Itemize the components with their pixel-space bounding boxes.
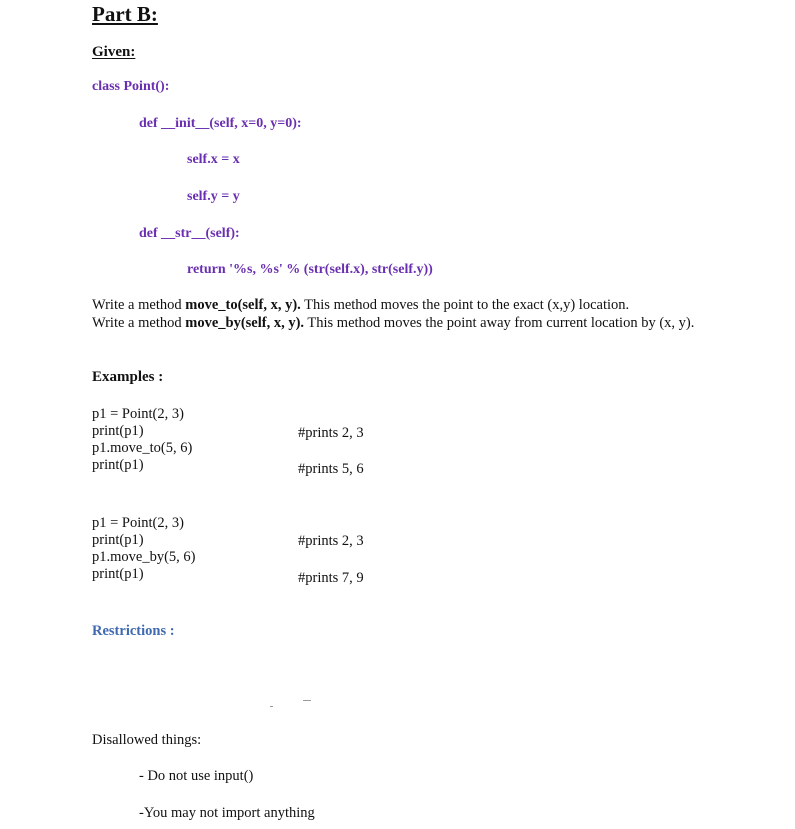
disallowed-item-2: -You may not import anything xyxy=(139,805,315,821)
example-line: print(p1) xyxy=(92,457,144,473)
instruction-suffix: This method moves the point to the exact (x,y) location. xyxy=(300,297,630,313)
instruction-move-to xyxy=(92,297,629,314)
method-name: move_by(self, x, y). xyxy=(185,315,305,331)
example-1-comment-2: #prints 5, 6 xyxy=(298,461,364,477)
example-line: p1.move_by(5, 6) xyxy=(92,549,196,565)
example-1-code xyxy=(92,406,192,474)
example-line: print(p1) xyxy=(92,566,144,582)
disallowed-item-1: - Do not use input() xyxy=(139,768,254,784)
scan-mark xyxy=(270,706,273,707)
restrictions-label: Restrictions : xyxy=(92,623,175,639)
scan-mark xyxy=(303,700,311,701)
instruction-prefix: Write a method xyxy=(92,297,186,313)
instruction-move-by xyxy=(92,315,694,332)
example-1-comment-1: #prints 2, 3 xyxy=(298,425,364,441)
code-return-line: return '%s, %s' % (str(self.x), str(self.y)) xyxy=(187,262,433,277)
example-line: p1 = Point(2, 3) xyxy=(92,515,184,531)
method-name: move_to(self, x, y). xyxy=(185,297,301,313)
example-line: print(p1) xyxy=(92,423,144,439)
example-2-comment-2: #prints 7, 9 xyxy=(298,570,364,586)
instruction-prefix: Write a method xyxy=(92,315,186,331)
code-assign-x: self.x = x xyxy=(187,152,240,167)
example-2-code xyxy=(92,515,196,583)
code-assign-y: self.y = y xyxy=(187,189,240,204)
part-title: Part B: xyxy=(92,2,158,26)
code-class-line: class Point(): xyxy=(92,79,170,94)
disallowed-label: Disallowed things: xyxy=(92,732,202,748)
example-line: p1 = Point(2, 3) xyxy=(92,406,184,422)
examples-label: Examples : xyxy=(92,369,164,385)
example-line: p1.move_to(5, 6) xyxy=(92,440,193,456)
instruction-suffix: This method moves the point away from current location by (x, y). xyxy=(304,315,695,331)
code-str-def: def __str__(self): xyxy=(139,226,240,241)
given-label: Given: xyxy=(92,44,136,60)
example-2-comment-1: #prints 2, 3 xyxy=(298,533,364,549)
example-line: print(p1) xyxy=(92,532,144,548)
code-init-def: def __init__(self, x=0, y=0): xyxy=(139,116,302,131)
